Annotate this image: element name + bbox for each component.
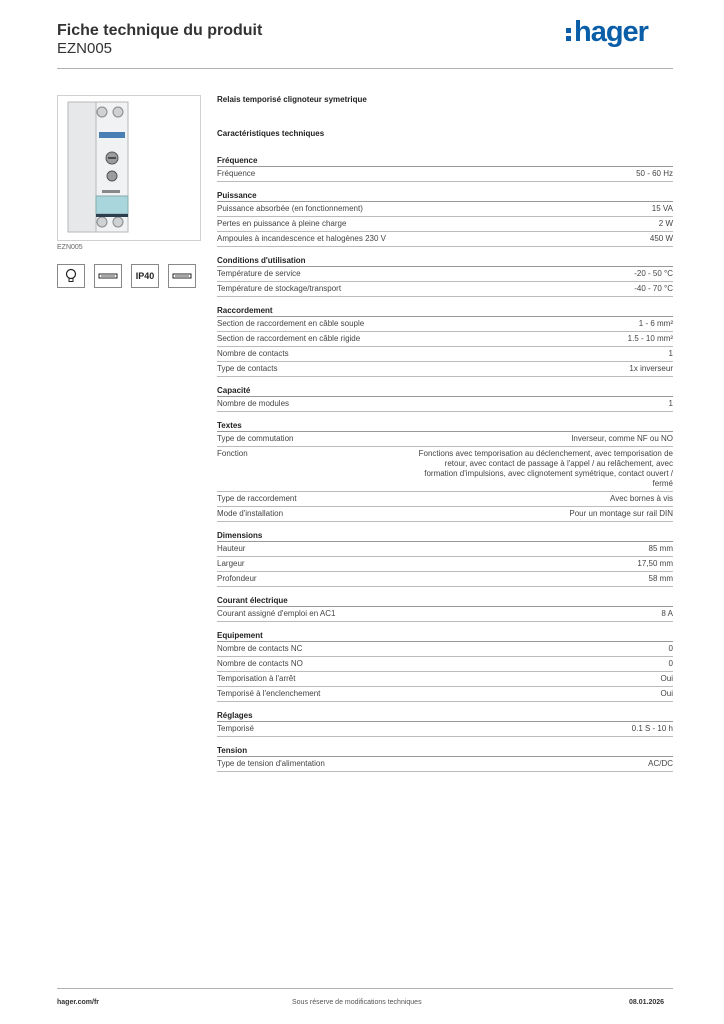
din-relay-module-icon xyxy=(58,96,200,240)
spec-row xyxy=(217,202,673,217)
footer-disclaimer: Sous réserve de modifications techniques xyxy=(292,999,422,1006)
feature-icons xyxy=(57,264,196,288)
spec-label: Nombre de modules xyxy=(217,399,290,408)
spec-value: -20 - 50 °C xyxy=(634,269,673,278)
section-title: Capacité xyxy=(217,385,673,397)
spec-row xyxy=(217,282,673,297)
spec-label: Section de raccordement en câble souple xyxy=(217,319,365,328)
section-title: Fréquence xyxy=(217,155,673,167)
spec-row xyxy=(217,687,673,702)
spec-value: 1 - 6 mm² xyxy=(638,319,673,328)
spec-value: Oui xyxy=(660,674,673,683)
spec-value: 1x inverseur xyxy=(629,364,673,373)
spec-label: Temporisation à l'arrêt xyxy=(217,674,296,683)
product-code: EZN005 xyxy=(57,40,113,57)
spec-value: Avec bornes à vis xyxy=(610,494,673,503)
spec-section xyxy=(217,745,673,772)
footer-date: 08.01.2026 xyxy=(629,999,665,1006)
spec-label: Profondeur xyxy=(217,574,257,583)
spec-row xyxy=(217,362,673,377)
spec-row xyxy=(217,672,673,687)
product-title: Relais temporisé clignoteur symetrique xyxy=(217,95,367,104)
spec-label: Mode d'installation xyxy=(217,509,284,518)
section-title: Equipement xyxy=(217,630,673,642)
product-image xyxy=(57,95,201,241)
spec-row xyxy=(217,507,673,522)
spec-row xyxy=(217,432,673,447)
spec-row xyxy=(217,557,673,572)
spec-label: Section de raccordement en câble rigide xyxy=(217,334,361,343)
spec-row xyxy=(217,657,673,672)
spec-section xyxy=(217,710,673,737)
spec-label: Hauteur xyxy=(217,544,246,553)
spec-label: Puissance absorbée (en fonctionnement) xyxy=(217,204,363,213)
spec-label: Température de service xyxy=(217,269,301,278)
spec-label: Courant assigné d'emploi en AC1 xyxy=(217,609,336,618)
spec-sections xyxy=(217,155,673,772)
spec-label: Pertes en puissance à pleine charge xyxy=(217,219,347,228)
spec-label: Nombre de contacts NC xyxy=(217,644,303,653)
spec-row xyxy=(217,397,673,412)
spec-row xyxy=(217,492,673,507)
spec-value: 85 mm xyxy=(648,544,673,553)
section-title: Tension xyxy=(217,745,673,757)
spec-row xyxy=(217,447,673,492)
section-title: Conditions d'utilisation xyxy=(217,255,673,267)
spec-label: Nombre de contacts xyxy=(217,349,289,358)
spec-label: Nombre de contacts NO xyxy=(217,659,303,668)
din-rail-alt-icon xyxy=(168,264,196,288)
spec-row xyxy=(217,607,673,622)
spec-label: Température de stockage/transport xyxy=(217,284,342,293)
spec-value: 50 - 60 Hz xyxy=(636,169,673,178)
spec-row xyxy=(217,232,673,247)
spec-value: -40 - 70 °C xyxy=(634,284,673,293)
spec-value: 1.5 - 10 mm² xyxy=(627,334,673,343)
spec-row xyxy=(217,332,673,347)
spec-value: 1 xyxy=(668,349,673,358)
section-title: Puissance xyxy=(217,190,673,202)
section-title: Réglages xyxy=(217,710,673,722)
header-divider xyxy=(57,68,673,69)
spec-value: 17,50 mm xyxy=(637,559,673,568)
section-title: Textes xyxy=(217,420,673,432)
spec-row xyxy=(217,642,673,657)
footer-website-link[interactable]: hager.com/fr xyxy=(57,999,100,1006)
section-title: Dimensions xyxy=(217,530,673,542)
spec-section xyxy=(217,385,673,412)
spec-value: 0 xyxy=(668,659,673,668)
spec-value: 58 mm xyxy=(648,574,673,583)
spec-row xyxy=(217,167,673,182)
spec-label: Ampoules à incandescence et halogènes 230 V xyxy=(217,234,387,243)
spec-value: 1 xyxy=(668,399,673,408)
logo-dots-icon xyxy=(566,24,572,42)
page-title: Fiche technique du produit xyxy=(57,22,263,39)
spec-row xyxy=(217,217,673,232)
spec-label: Fréquence xyxy=(217,169,256,178)
logo-text: hager xyxy=(574,16,648,48)
footer-divider xyxy=(57,988,673,989)
spec-row xyxy=(217,572,673,587)
spec-value: 8 A xyxy=(661,609,673,618)
spec-label: Temporisé xyxy=(217,724,254,733)
spec-value: Inverseur, comme NF ou NO xyxy=(571,434,673,443)
lamp-icon xyxy=(57,264,85,288)
ip40-icon: IP40 xyxy=(131,264,159,288)
spec-value: 2 W xyxy=(658,219,673,228)
spec-label: Fonction xyxy=(217,449,248,458)
spec-row xyxy=(217,757,673,772)
spec-value: Oui xyxy=(660,689,673,698)
spec-label: Type de commutation xyxy=(217,434,294,443)
spec-row xyxy=(217,317,673,332)
section-title: Courant électrique xyxy=(217,595,673,607)
spec-value: 15 VA xyxy=(651,204,673,213)
spec-section xyxy=(217,530,673,587)
spec-section xyxy=(217,255,673,297)
spec-section xyxy=(217,305,673,377)
spec-content xyxy=(217,95,673,780)
din-rail-icon xyxy=(94,264,122,288)
spec-label: Type de raccordement xyxy=(217,494,297,503)
spec-label: Type de tension d'alimentation xyxy=(217,759,325,768)
spec-section xyxy=(217,630,673,702)
spec-section xyxy=(217,190,673,247)
section-title: Raccordement xyxy=(217,305,673,317)
brand-logo[interactable] xyxy=(566,16,648,49)
spec-value: AC/DC xyxy=(648,759,673,768)
spec-value: Pour un montage sur rail DIN xyxy=(569,509,673,518)
spec-section xyxy=(217,595,673,622)
spec-label: Type de contacts xyxy=(217,364,278,373)
spec-row xyxy=(217,267,673,282)
spec-section xyxy=(217,155,673,182)
spec-value: 0.1 S - 10 h xyxy=(631,724,673,733)
spec-label: Temporisé à l'enclenchement xyxy=(217,689,321,698)
spec-value: Fonctions avec temporisation au déclenchement, avec temporisation de retour, avec contact de passage à l'appel / au relâchement, avec formation d'impulsions, avec clignotement symétrique, contact ouvert / fermé xyxy=(418,449,673,488)
spec-value: 0 xyxy=(668,644,673,653)
spec-heading: Caractéristiques techniques xyxy=(217,129,325,138)
spec-value: 450 W xyxy=(649,234,673,243)
spec-label: Largeur xyxy=(217,559,245,568)
spec-row xyxy=(217,722,673,737)
spec-section xyxy=(217,420,673,522)
image-caption: EZN005 xyxy=(57,244,83,251)
spec-row xyxy=(217,542,673,557)
spec-row xyxy=(217,347,673,362)
